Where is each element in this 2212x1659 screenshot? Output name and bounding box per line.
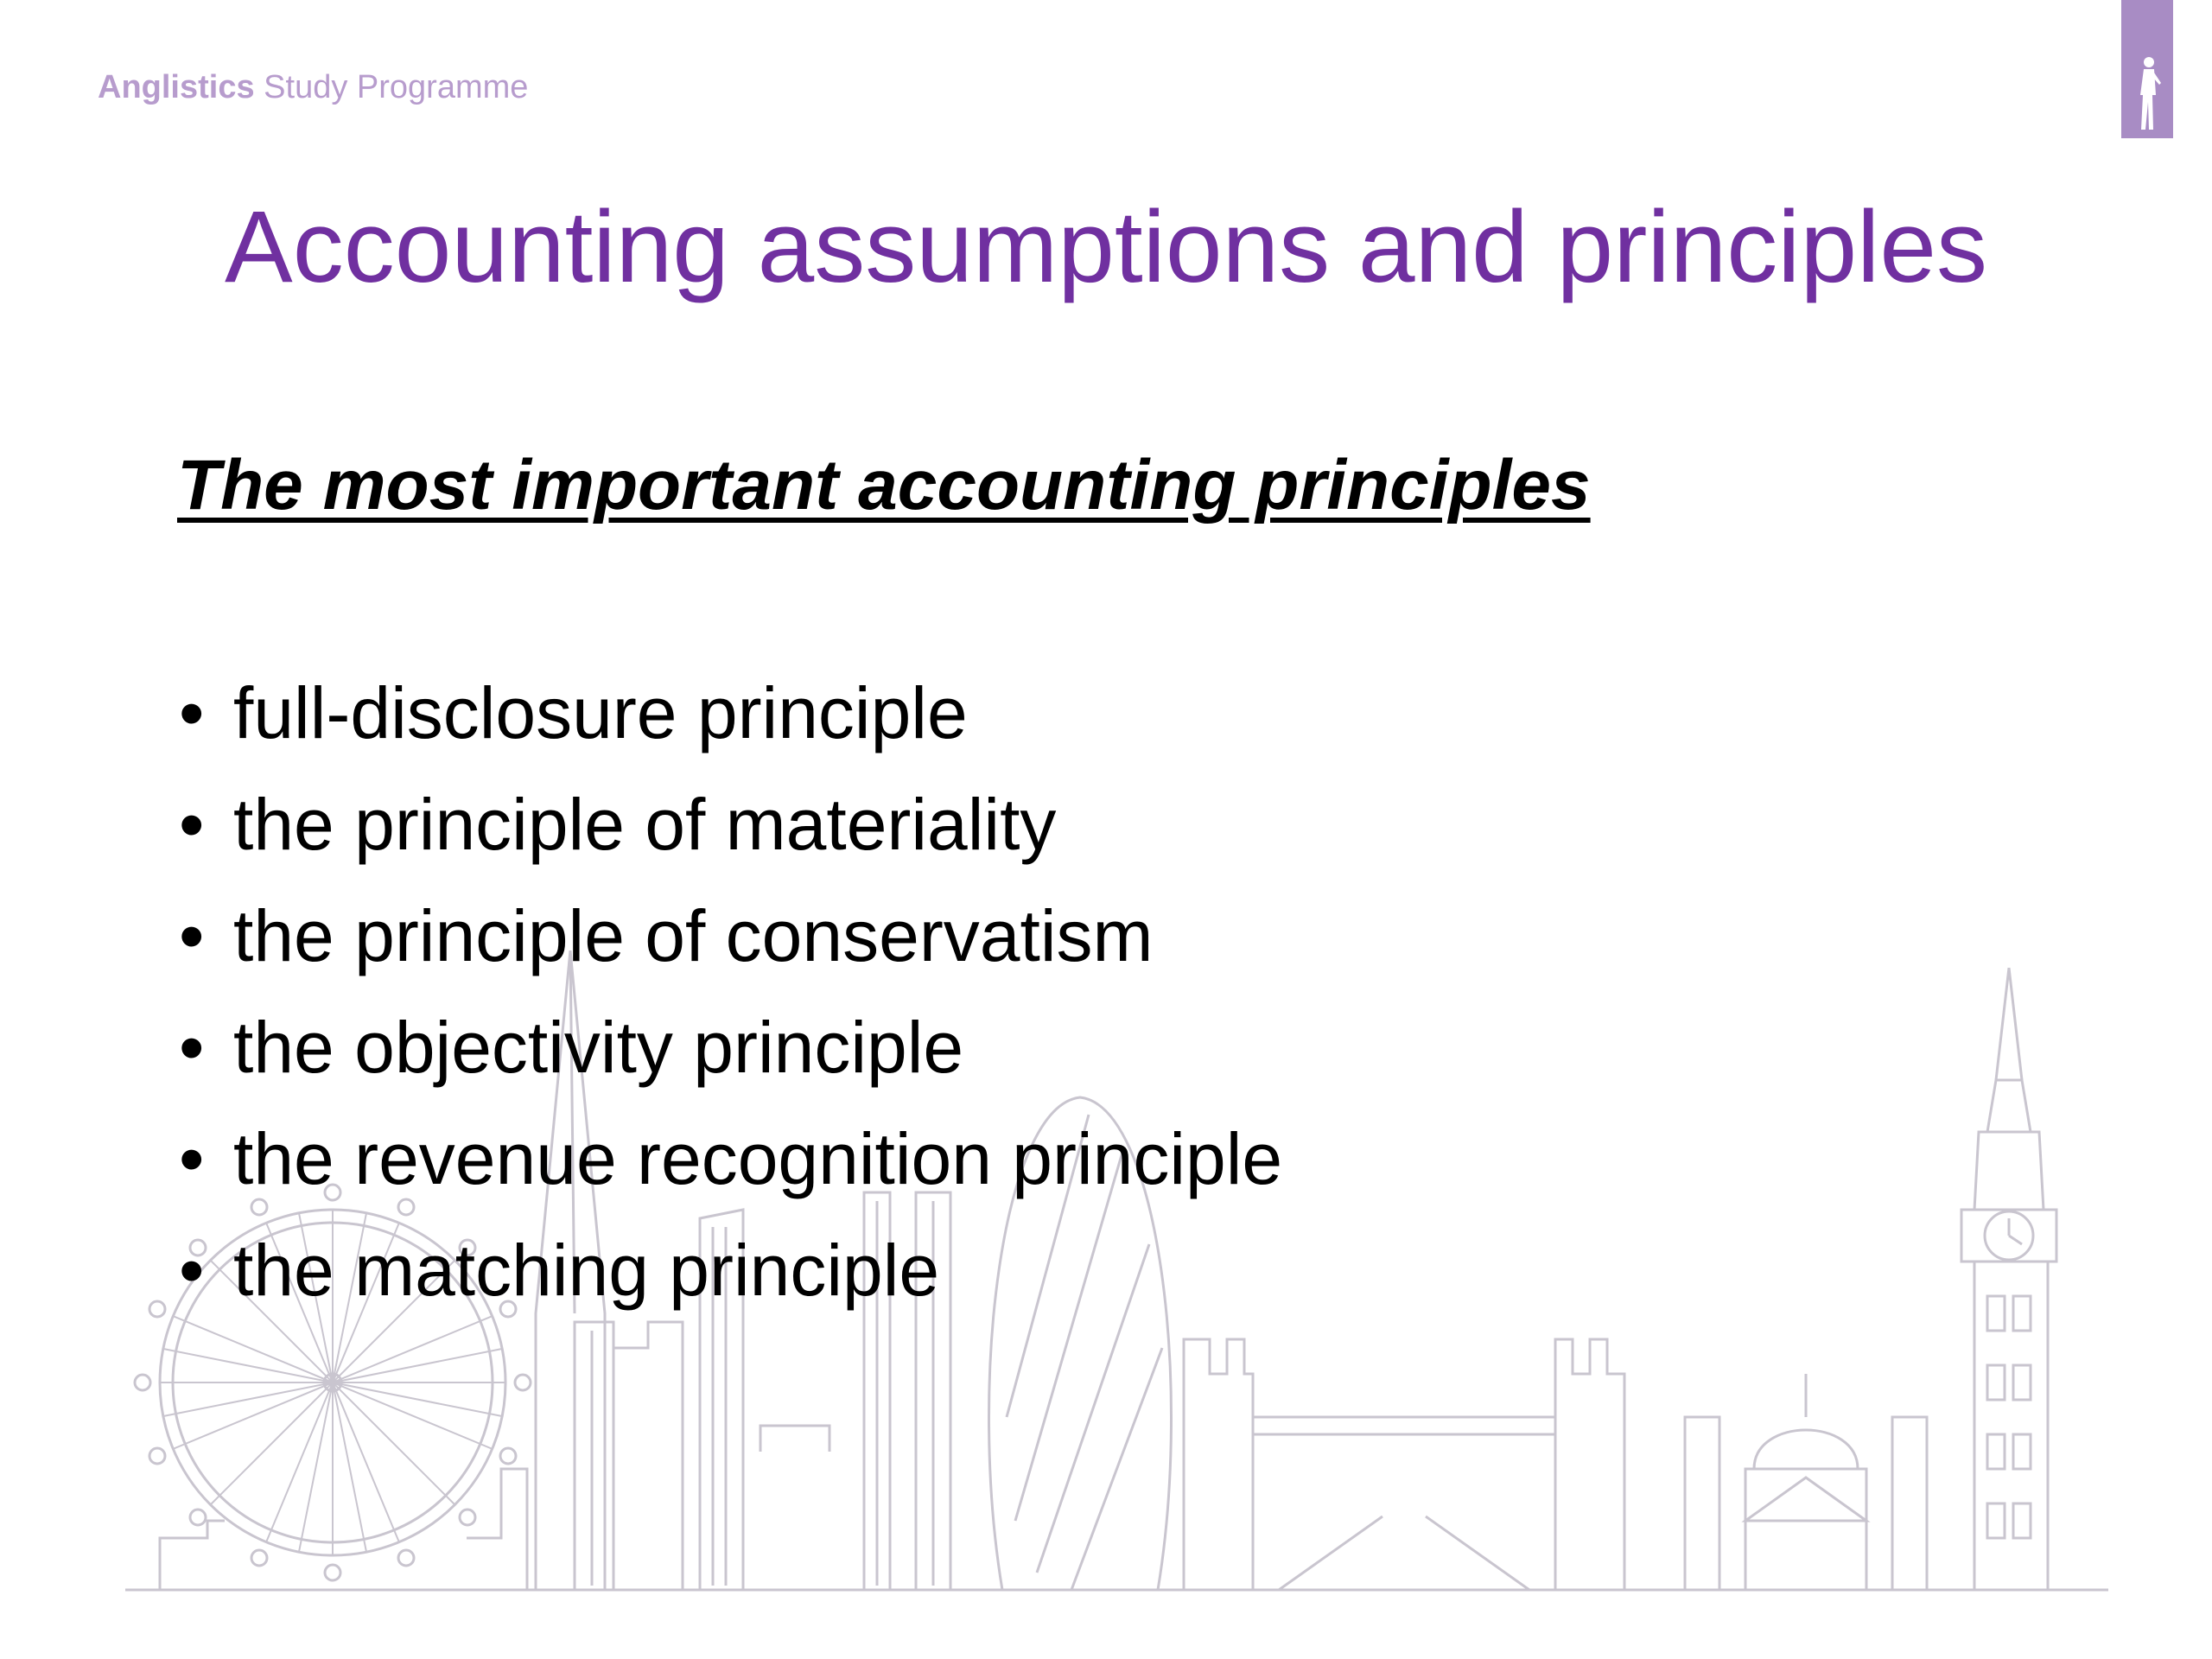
header-brand: Anglistics bbox=[98, 69, 255, 105]
bullet-icon: • bbox=[179, 1007, 205, 1088]
bullet-icon: • bbox=[179, 895, 205, 976]
list-item bbox=[177, 1227, 1282, 1338]
list-item-text: the matching principle bbox=[233, 1230, 940, 1311]
statue-figure-icon bbox=[2121, 0, 2173, 138]
list-item bbox=[177, 1116, 1282, 1227]
bullet-icon: • bbox=[179, 1230, 205, 1311]
list-item bbox=[177, 1004, 1282, 1116]
statue-badge bbox=[2121, 0, 2173, 138]
big-ben bbox=[1961, 968, 2056, 1590]
header-programme: Study Programme bbox=[264, 69, 529, 105]
tower-block-b bbox=[613, 1322, 683, 1590]
slide-title: Accounting assumptions and principles bbox=[225, 190, 1987, 304]
bullet-icon: • bbox=[179, 672, 205, 753]
bullet-icon: • bbox=[179, 1118, 205, 1199]
principles-list bbox=[177, 670, 1282, 1338]
list-item bbox=[177, 781, 1282, 893]
list-item-text: the principle of conservatism bbox=[233, 895, 1154, 976]
list-item-text: the revenue recognition principle bbox=[233, 1118, 1283, 1199]
tower-block-a bbox=[575, 1322, 613, 1590]
list-item-text: the objectivity principle bbox=[233, 1007, 964, 1088]
st-pauls-cathedral bbox=[1676, 1374, 1936, 1590]
bullet-icon: • bbox=[179, 784, 205, 865]
slide-subtitle: The most important accounting principles bbox=[177, 446, 1591, 524]
tower-bridge bbox=[1184, 1339, 1624, 1590]
list-item-text: full-disclosure principle bbox=[233, 672, 968, 753]
list-item-text: the principle of materiality bbox=[233, 784, 1057, 865]
list-item bbox=[177, 670, 1282, 781]
list-item bbox=[177, 893, 1282, 1004]
programme-header bbox=[98, 69, 528, 106]
